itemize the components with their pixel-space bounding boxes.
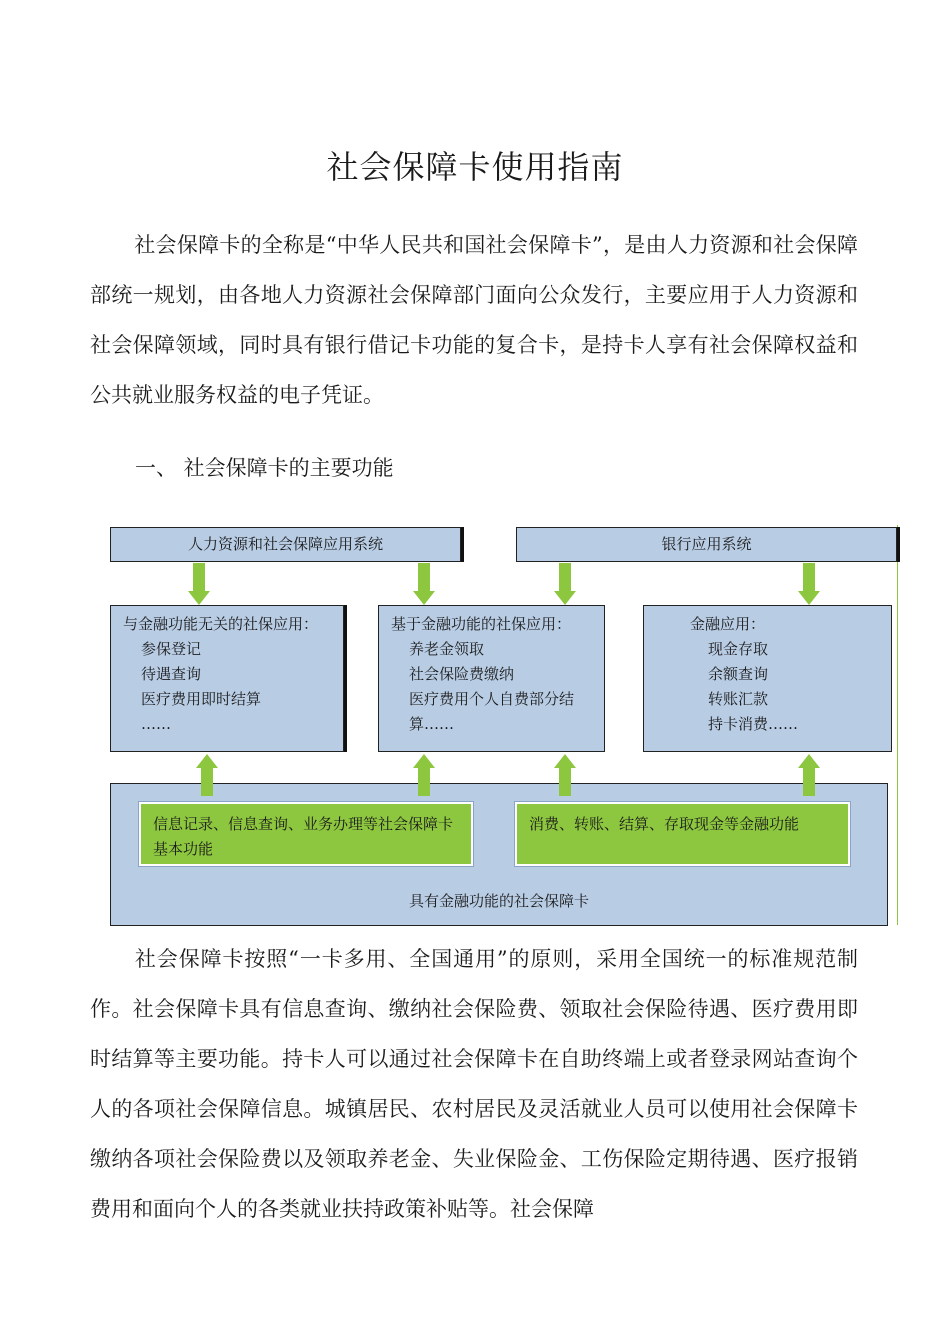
body-text: 社会保障卡按照“一卡多用、全国通用”的原则，采用全国统一的标准规范制作。社会保障卡具有信息查询、缴纳社会保险费、领取社会保险待遇、医疗费用即时结算等主要功能。持卡人可以通过社会保障卡在自助终端上或者登录网站查询个人的各项社会保障信息。城镇居民、农村居民及灵活就业人员可以使用社会保障卡缴纳各项社会保险费以及领取养老金、失业保险金、工伤保险定期待遇、医疗报销费用和面向个人的各类就业扶持政策补贴等。社会保障	[90, 947, 858, 1221]
col1-title: 与金融功能无关的社保应用：	[123, 615, 319, 633]
financial-social-apps-box	[378, 605, 605, 752]
down-arrow-icon	[554, 563, 576, 605]
col2-item: 养老金领取	[409, 640, 485, 658]
non-financial-apps-box	[110, 605, 344, 752]
col3-item: 转账汇款	[708, 690, 769, 708]
up-arrow-icon	[413, 754, 435, 796]
hr-system-box: 人力资源和社会保障应用系统	[110, 527, 461, 562]
col1-item: 医疗费用即时结算	[141, 690, 262, 708]
page-title: 社会保障卡使用指南	[326, 148, 624, 186]
intro-paragraph	[90, 220, 858, 420]
down-arrow-icon	[798, 563, 820, 605]
col3-title: 金融应用：	[690, 615, 766, 633]
diagram-edge-line	[897, 525, 898, 925]
intro-text: 社会保障卡的全称是“中华人民共和国社会保障卡”，是由人力资源和社会保障部统一规划，由各地人力资源社会保障部门面向公众发行，主要应用于人力资源和社会保障领域，同时具有银行借记卡功能的复合卡，是持卡人享有社会保障权益和公共就业服务权益的电子凭证。	[90, 233, 858, 407]
col2-item: 社会保险费缴纳	[409, 665, 515, 683]
bank-system-box: 银行应用系统	[516, 527, 897, 562]
card-label: 具有金融功能的社会保障卡	[408, 892, 589, 910]
body-paragraph	[90, 934, 858, 1234]
section-heading: 一、 社会保障卡的主要功能	[135, 456, 394, 480]
col3-item: 余额查询	[708, 665, 769, 683]
down-arrow-icon	[188, 563, 210, 605]
up-arrow-icon	[554, 754, 576, 796]
col1-item: 参保登记	[141, 640, 202, 658]
down-arrow-icon	[413, 563, 435, 605]
col2-title: 基于金融功能的社保应用：	[391, 615, 572, 633]
col1-item: 待遇查询	[141, 665, 202, 683]
col2-item: 算……	[409, 715, 455, 733]
col3-item: 现金存取	[708, 640, 769, 658]
col2-item: 医疗费用个人自费部分结	[409, 690, 575, 708]
financial-function-box: 消费、转账、结算、存取现金等金融功能	[515, 802, 850, 866]
financial-apps-box	[643, 605, 892, 752]
col3-item: 持卡消费……	[708, 715, 799, 733]
up-arrow-icon	[798, 754, 820, 796]
up-arrow-icon	[196, 754, 218, 796]
col1-item: ……	[141, 715, 171, 733]
basic-function-box: 信息记录、信息查询、业务办理等社会保障卡基本功能	[139, 802, 473, 866]
